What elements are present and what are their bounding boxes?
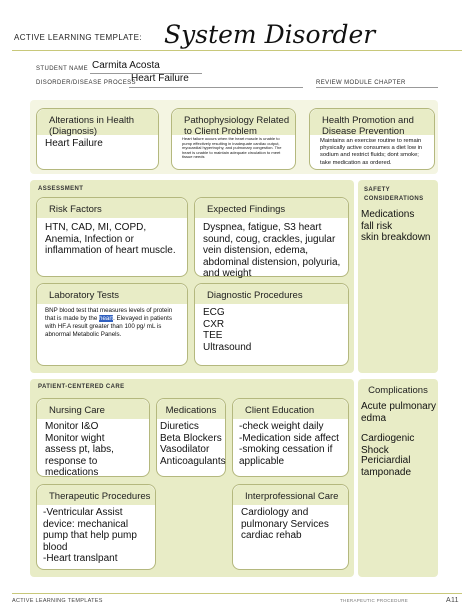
lab-tests-highlight: heart (99, 315, 114, 322)
review-module-label: REVIEW MODULE CHAPTER (316, 80, 406, 86)
lab-tests-text-1: BNP blood test that measures levels of protein that is made by the (45, 307, 173, 322)
pathophysiology-card (171, 108, 296, 170)
disorder-underline (129, 87, 303, 88)
diagnostic-body[interactable]: ECG CXR TEE Ultrasound (203, 307, 252, 353)
complications-title: Complications (368, 385, 428, 396)
lab-tests-title: Laboratory Tests (49, 290, 120, 301)
nursing-care-body[interactable]: Monitor I&O Monitor wight assess pt, labs, response to medications (45, 421, 114, 478)
interprofessional-header (233, 485, 348, 505)
student-name-value[interactable]: Carmita Acosta (92, 60, 160, 71)
nursing-care-card (36, 398, 150, 477)
alterations-title: Alterations in Health (Diagnosis) (49, 115, 135, 137)
nursing-care-header (37, 399, 149, 419)
assessment-label: ASSESSMENT (38, 186, 84, 192)
medications-header (157, 399, 225, 419)
health-promotion-header (310, 109, 434, 135)
disorder-label: DISORDER/DISEASE PROCESS (36, 80, 136, 86)
expected-findings-card (194, 197, 349, 277)
expected-findings-header (195, 198, 348, 218)
risk-factors-card (36, 197, 188, 277)
header-divider (12, 50, 462, 51)
expected-findings-title: Expected Findings (207, 204, 286, 215)
safety-label: SAFETY CONSIDERATIONS (364, 187, 424, 202)
diagnostic-title: Diagnostic Procedures (207, 290, 303, 301)
footer-left: ACTIVE LEARNING TEMPLATES (12, 598, 103, 604)
footer-page-number: A11 (446, 597, 459, 604)
diagnostic-header (195, 284, 348, 304)
client-education-title: Client Education (245, 405, 315, 416)
client-education-card (232, 398, 349, 477)
medications-body[interactable]: Diuretics Beta Blockers Vasodilator Anticoagulants (160, 421, 226, 467)
alterations-card (36, 108, 159, 170)
pathophysiology-title: Pathophysiology Related to Client Problem (184, 115, 290, 137)
page-title: System Disorder (164, 20, 376, 49)
interprofessional-body[interactable]: Cardiology and pulmonary Services cardiac rehab (241, 507, 329, 541)
risk-factors-header (37, 198, 187, 218)
lab-tests-header (37, 284, 187, 304)
patient-care-label: PATIENT-CENTERED CARE (38, 384, 125, 390)
pathophysiology-body[interactable]: Heart failure occurs when the heart muscle is unable to pump effectively resulting in inadequate cardiac output, myocardial hypertrophy, and pulmonary congestion. The heart is unable to maintain adequate circulation to meet tissue needs (182, 136, 282, 160)
review-module-underline (316, 87, 438, 88)
alterations-body[interactable]: Heart Failure (45, 138, 103, 149)
lab-tests-card (36, 283, 188, 366)
alterations-header (37, 109, 158, 135)
expected-findings-body[interactable]: Dyspnea, fatigue, S3 heart sound, coug, crackles, jugular vein distension, edema, abdominal distension, polyuria, and weight (203, 222, 341, 279)
medications-title: Medications (165, 405, 217, 416)
footer-divider (12, 593, 462, 594)
disorder-value[interactable]: Heart Failure (131, 73, 189, 84)
risk-factors-body[interactable]: HTN, CAD, MI, COPD, Anemia, Infection or inflammation of heart muscle. (45, 222, 176, 256)
health-promotion-body[interactable]: Maintains an exercise routine to remain physically active consumes a diet low in sodium and restrict fluids; dont smoke; take medication as ordered. (320, 138, 423, 166)
medications-card (156, 398, 226, 477)
template-label: ACTIVE LEARNING TEMPLATE: (14, 33, 142, 42)
complication-item-1[interactable]: Acute pulmonary edma (361, 401, 437, 424)
nursing-care-title: Nursing Care (49, 405, 105, 416)
therapeutic-procedures-header (37, 485, 155, 505)
client-education-header (233, 399, 348, 419)
client-education-body[interactable]: -check weight daily -Medication side affect -smoking cessation if applicable (239, 421, 339, 467)
therapeutic-procedures-body[interactable]: -Ventricular Assist device: mechanical pump that help pump blood -Heart translpant (43, 507, 137, 564)
footer-right: THERAPEUTIC PROCEDURE (340, 598, 409, 603)
interprofessional-card (232, 484, 349, 570)
safety-body[interactable]: Medications fall risk skin breakdown (361, 209, 431, 243)
lab-tests-text-2: . Elevayed in patients with HF.A result greater than 100 pg/ mL is abnormal Metabolic Panels. (45, 315, 172, 338)
health-promotion-title: Health Promotion and Disease Prevention (322, 115, 414, 137)
complication-item-3[interactable]: Periciardial tamponade (361, 455, 412, 478)
interprofessional-title: Interprofessional Care (245, 491, 339, 502)
therapeutic-procedures-card (36, 484, 156, 570)
lab-tests-body[interactable] (45, 307, 181, 339)
therapeutic-procedures-title: Therapeutic Procedures (49, 491, 151, 502)
diagnostic-card (194, 283, 349, 366)
health-promotion-card (309, 108, 435, 170)
student-name-label: STUDENT NAME (36, 66, 89, 72)
pathophysiology-header (172, 109, 295, 135)
complication-item-2[interactable]: Cardiogenic Shock (361, 433, 415, 456)
risk-factors-title: Risk Factors (49, 204, 102, 215)
